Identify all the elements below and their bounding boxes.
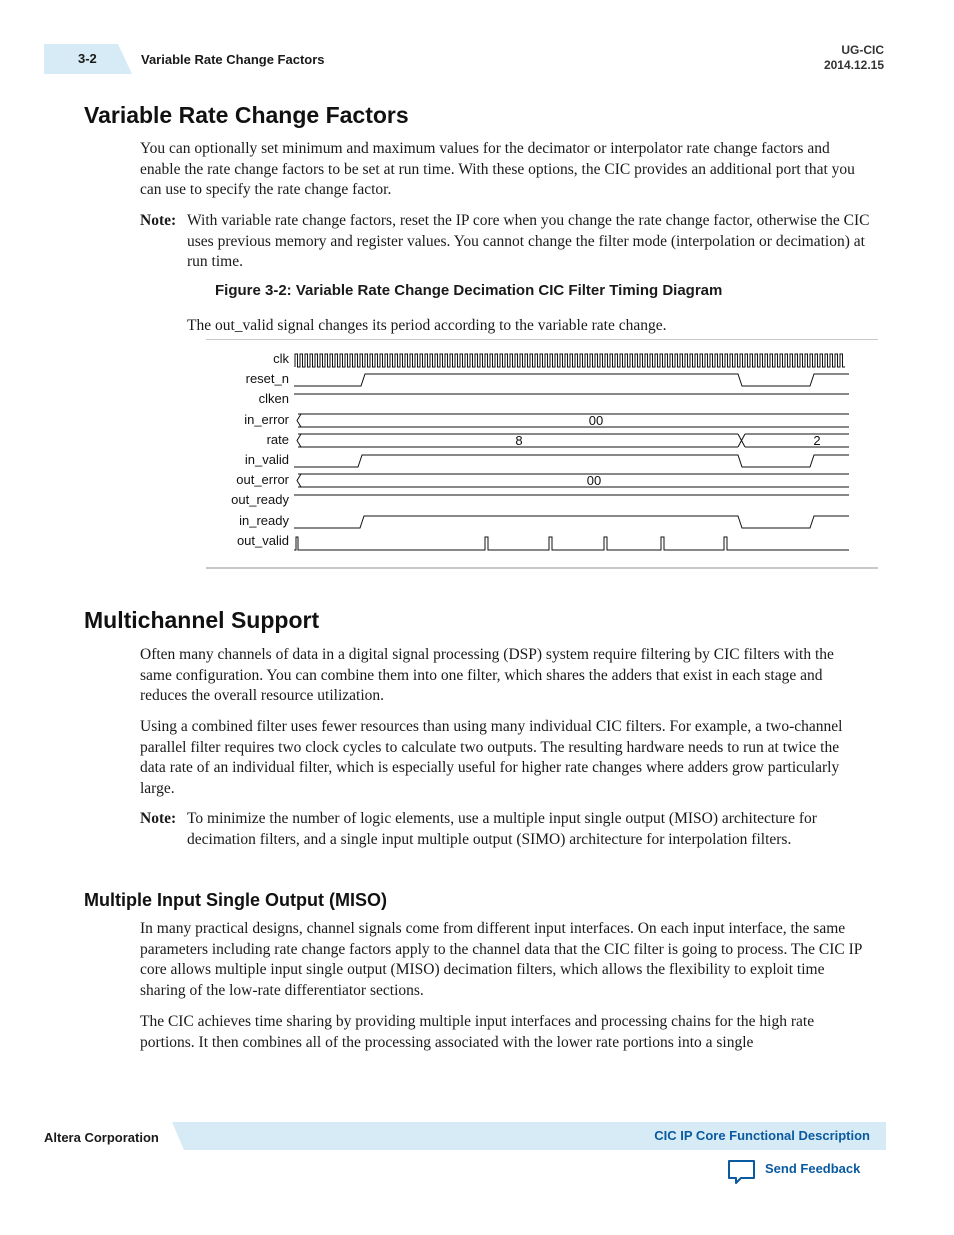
footer-doc-link[interactable]: CIC IP Core Functional Description <box>654 1128 870 1143</box>
rate-value-first: 8 <box>515 433 523 448</box>
signal-label-in-error: in_error <box>244 412 289 427</box>
miso-paragraph-1: In many practical designs, channel signals come from different input interfaces. On each input interface, the same parameters including rate change factors apply to the channel data that the CIC filter is going to process. The CIC IP core allows multiple input single output (MISO) decimation filters, which allows the flexibility to exploit time sharing of the low-rate differentiator sections. <box>140 920 862 999</box>
signal-label-rate: rate <box>266 432 289 447</box>
signal-label-out-error: out_error <box>236 472 289 487</box>
section-paragraph: You can optionally set minimum and maximum values for the decimator or interpolator rate change factors and enable the rate change factors to be set at run time. With these options, the CIC provides an additional port that you can use to specify the rate change factor. <box>140 140 855 198</box>
send-feedback-link[interactable]: Send Feedback <box>765 1161 861 1176</box>
section-title-variable-rate: Variable Rate Change Factors <box>84 102 409 128</box>
document-id-block <box>824 43 884 73</box>
figure-title: Figure 3-2: Variable Rate Change Decimation CIC Filter Timing Diagram <box>215 282 723 299</box>
figure-bottom-rule <box>206 567 878 569</box>
waveform-in-ready <box>294 516 849 528</box>
note-label: Note: <box>140 810 177 827</box>
note-text: To minimize the number of logic elements, use a multiple input single output (MISO) architecture for decimation filters, and a single input multiple output (SIMO) architecture for interpolation filters. <box>187 810 817 848</box>
document-date: 2014.12.15 <box>823 58 884 72</box>
signal-label-out-ready: out_ready <box>231 492 289 507</box>
waveform-reset-n <box>294 374 849 386</box>
note-text: With variable rate change factors, reset the IP core when you change the rate change factor, otherwise the CIC uses previous memory and register values. You cannot change the filter mode (interpolation or decimation) at run time. <box>187 212 870 270</box>
section-title-multichannel: Multichannel Support <box>84 607 320 633</box>
clk-pulse-train <box>295 354 845 367</box>
multichannel-paragraph-1: Often many channels of data in a digital signal processing (DSP) system require filtering by CIC filters with the same configuration. You can combine them into one filter, which shares the adders that exist in each stage and reduces the overall resource utilization. <box>140 646 834 704</box>
page-number: 3-2 <box>78 51 97 66</box>
multichannel-paragraph-2: Using a combined filter uses fewer resources than using many individual CIC filters. For example, a two-channel parallel filter requires two clock cycles to calculate two outputs. The resulting hardware needs to run at twice the data rate of an individual filter, which is especially useful for higher rate changes where adders grow particularly large. <box>140 718 843 797</box>
waveform-in-error <box>297 414 849 427</box>
note-label: Note: <box>140 212 177 229</box>
note-block <box>140 211 870 273</box>
document-id: UG-CIC <box>841 43 884 57</box>
out-error-value: 00 <box>586 473 602 488</box>
signal-label-in-ready: in_ready <box>239 513 289 528</box>
running-header-title: Variable Rate Change Factors <box>141 52 325 67</box>
note-block-2 <box>140 809 870 850</box>
signal-label-out-valid: out_valid <box>236 533 289 548</box>
feedback-icon[interactable] <box>727 1159 757 1185</box>
figure-caption: The out_valid signal changes its period according to the variable rate change. <box>187 317 667 334</box>
figure-top-rule <box>206 339 878 340</box>
signal-label-clk: clk <box>273 351 289 366</box>
waveform-out-error <box>297 474 849 487</box>
subsection-title-miso: Multiple Input Single Output (MISO) <box>84 890 387 910</box>
waveform-rate <box>297 434 849 447</box>
timing-diagram <box>206 345 878 567</box>
signal-label-clken: clken <box>258 391 289 406</box>
waveform-in-valid <box>294 455 849 467</box>
signal-label-reset-n: reset_n <box>245 371 289 386</box>
rate-value-second: 2 <box>813 433 821 448</box>
miso-paragraph-2: The CIC achieves time sharing by providing multiple input interfaces and processing chains for the high rate portions. It then combines all of the processing associated with the lower rate portions into a single <box>140 1013 815 1051</box>
waveform-clk <box>295 354 845 367</box>
signal-label-in-valid: in_valid <box>244 452 289 467</box>
in-error-value: 00 <box>588 413 604 428</box>
waveform-out-valid <box>294 537 849 550</box>
footer-company: Altera Corporation <box>44 1130 159 1145</box>
